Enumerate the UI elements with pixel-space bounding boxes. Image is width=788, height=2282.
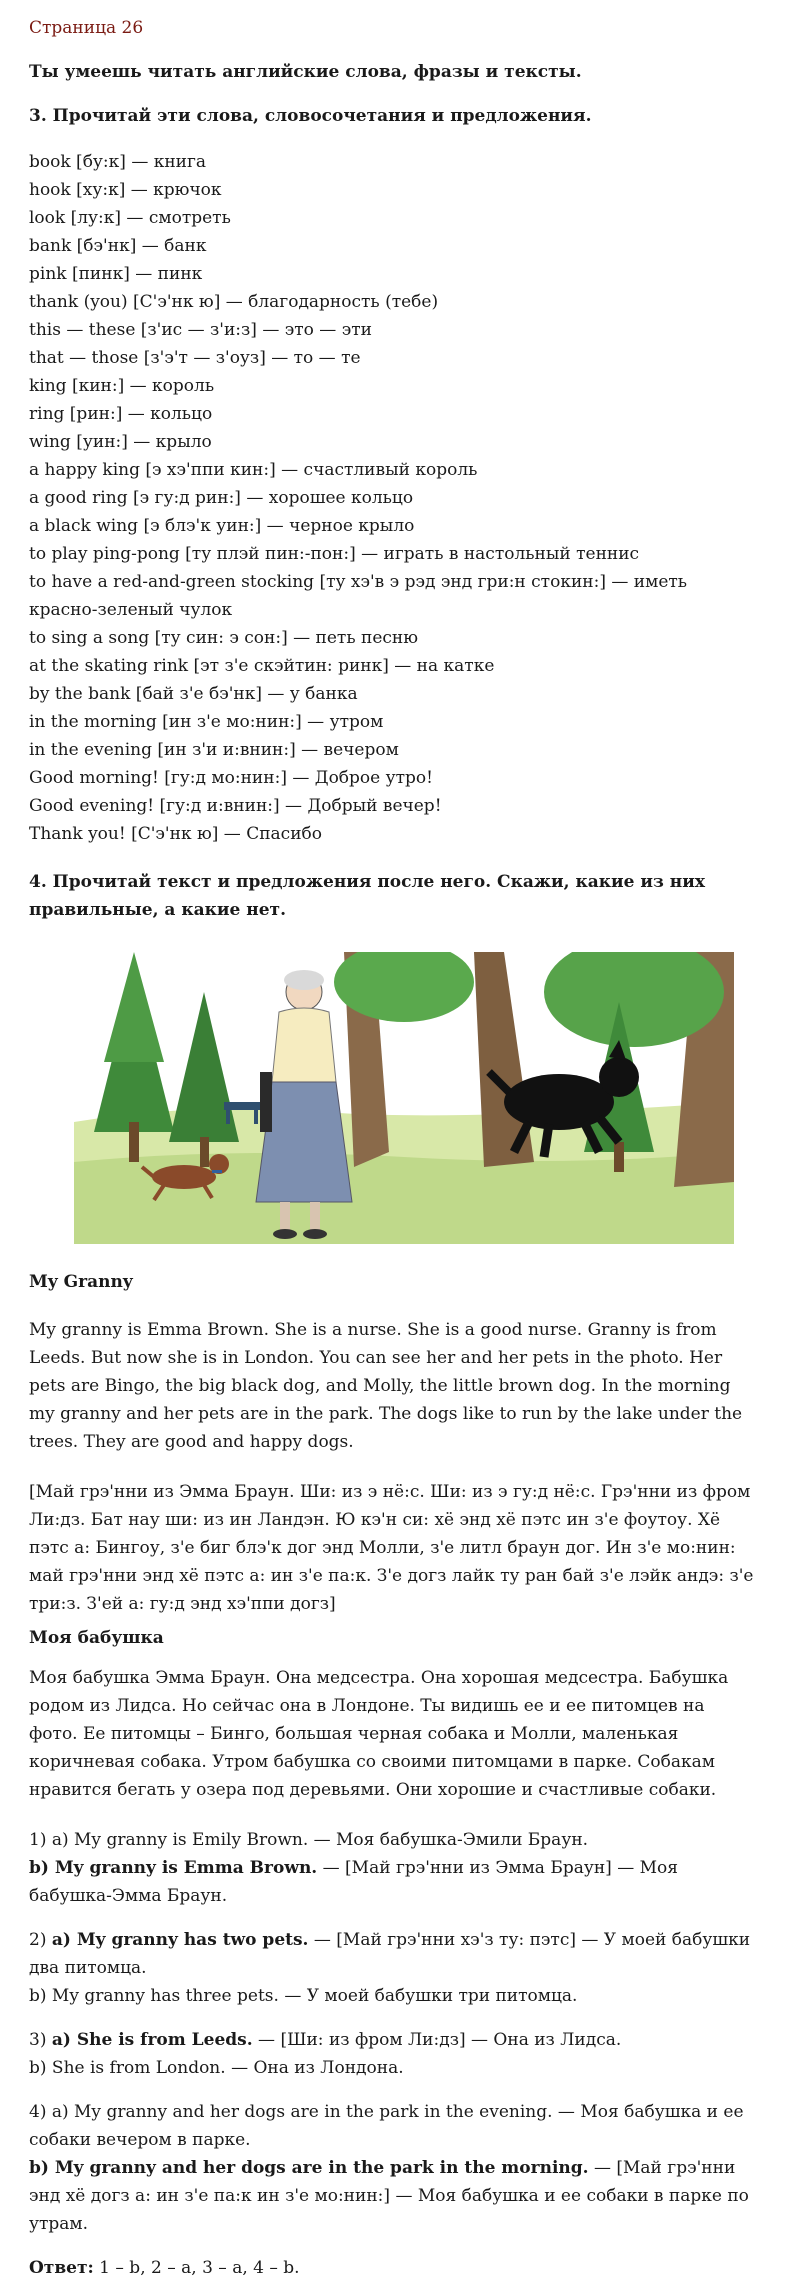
vocab-item: a good ring [э гу:д рин:] — хорошее кольцо [29,488,414,508]
answer-2a [29,1926,758,1982]
vocab-item: at the skating rink [эт з'е скэйтин: ринк] — на катке [29,656,495,676]
answer-4b-rest: — [Май грэ'нни энд хё догз а: ин з'е па:к ин з'е мо:нин:] — Моя бабушка и ее собаки в парке по утрам. [29,2158,749,2234]
final-answer-value: 1 – b, 2 – a, 3 – a, 4 – b. [93,2258,300,2278]
vocab-list [29,148,758,848]
vocab-item: to play ping-pong [ту плэй пин:-пон:] — играть в настольный теннис [29,544,640,564]
answer-4b [29,2154,758,2238]
answer-4a: 4) a) My granny and her dogs are in the park in the evening. — Моя бабушка и ее собаки вечером в парке. [29,2102,744,2150]
vocab-item: by the bank [бай з'е бэ'нк] — у банка [29,684,358,704]
answer-3b: b) She is from London. — Она из Лондона. [29,2058,404,2078]
vocab-item: in the morning [ин з'е мо:нин:] — утром [29,712,384,732]
story-title: My Granny [29,1272,133,1292]
exercise-4-heading: 4. Прочитай текст и предложения после него. Скажи, какие из них правильные, а какие нет. [29,872,705,920]
vocab-item: bank [бэ'нк] — банк [29,236,207,256]
story-english: My granny is Emma Brown. She is a nurse. She is a good nurse. Granny is from Leeds. But now she is in London. You can see her and her pets in the photo. Her pets are Bingo, the big black dog, and Molly, the little brown dog. In the morning my granny and her pets are in the park. The dogs like to run by the lake under the trees. They are good and happy dogs. [29,1320,743,1452]
answer-3a-bold: a) She is from Leeds. [51,2030,253,2050]
final-answer [29,2254,758,2282]
intro-heading: Ты умеешь читать английские слова, фразы и тексты. [29,62,582,82]
answer-1b-bold: b) My granny is Emma Brown. [29,1858,318,1878]
final-answer-label: Ответ: [29,2258,94,2278]
answer-2 [29,1926,758,2010]
vocab-item: in the evening [ин з'и и:внин:] — вечером [29,740,399,760]
answer-2a-rest: — [Май грэ'нни хэ'з ту: пэтс] — У моей бабушки два питомца. [29,1930,751,1978]
vocab-item: to sing a song [ту син: э сон:] — петь песню [29,628,419,648]
vocab-item: wing [уин:] — крыло [29,432,212,452]
answer-1 [29,1826,758,1910]
answer-3a [29,2026,758,2054]
exercise-3-heading: 3. Прочитай эти слова, словосочетания и предложения. [29,106,592,126]
vocab-item: hook [ху:к] — крючок [29,180,222,200]
answer-3a-rest: — [Ши: из фром Ли:дз] — Она из Лидса. [252,2030,622,2050]
vocab-item: pink [пинк] — пинк [29,264,203,284]
vocab-item: thank (you) [С'э'нк ю] — благодарность (тебе) [29,292,439,312]
answer-2b: b) My granny has three pets. — У моей бабушки три питомца. [29,1986,578,2006]
granny-figure [256,970,352,1239]
vocab-item: Good evening! [гу:д и:внин:] — Добрый вечер! [29,796,442,816]
vocab-item: a happy king [э хэ'ппи кин:] — счастливый король [29,460,478,480]
page-title: Страница 26 [29,18,144,38]
park-illustration [74,952,734,1244]
answer-2a-bold: a) My granny has two pets. [51,1930,309,1950]
vocab-item: this — these [з'ис — з'и:з] — это — эти [29,320,372,340]
vocab-item: Thank you! [С'э'нк ю] — Спасибо [29,824,323,844]
vocab-item: to have a red-and-green stocking [ту хэ'в э рэд энд гри:н стокин:] — иметь красно-зеленый чулок [29,572,688,620]
answer-4b-bold: b) My granny and her dogs are in the park in the morning. [29,2158,589,2178]
story-title-ru: Моя бабушка [29,1628,164,1648]
story-transcription: [Май грэ'нни из Эмма Браун. Ши: из э нё:с. Ши: из э гу:д нё:с. Грэ'нни из фром Ли:дз. Бат нау ши: из ин Ландэн. Ю кэ'н си: хё энд хё пэтс ин з'е фоутоу. Хё пэтс а: Бингоу, з'е биг блэ'к дог энд Молли, з'е литл браун дог. Ин з'е мо:нин: май грэ'нни энд хё пэтс а: ин з'е па:к. З'е догз лайк ту ран бай з'е лэйк андэ: з'е три:з. З'ей а: гу:д энд хэ'ппи догз] [29,1482,754,1614]
answer-1b [29,1854,758,1910]
vocab-item: Good morning! [гу:д мо:нин:] — Доброе утро! [29,768,433,788]
answer-1a: 1) a) My granny is Emily Brown. — Моя бабушка-Эмили Браун. [29,1830,589,1850]
vocab-item: look [лу:к] — смотреть [29,208,231,228]
vocab-item: book [бу:к] — книга [29,152,207,172]
answer-2a-prefix: 2) [29,1930,52,1950]
vocab-item: ring [рин:] — кольцо [29,404,213,424]
answer-3a-prefix: 3) [29,2030,52,2050]
story-russian: Моя бабушка Эмма Браун. Она медсестра. Она хорошая медсестра. Бабушка родом из Лидса. Но сейчас она в Лондоне. Ты видишь ее и ее питомцев на фото. Ее питомцы – Бинго, большая черная собака и Молли, маленькая коричневая собака. Утром бабушка со своими питомцами в парке. Собакам нравится бегать у озера под деревьями. Они хорошие и счастливые собаки. [29,1668,729,1800]
answer-4 [29,2098,758,2238]
vocab-item: that — those [з'э'т — з'оуз] — то — те [29,348,361,368]
answer-1b-rest: — [Май грэ'нни из Эмма Браун] — Моя бабушка-Эмма Браун. [29,1858,678,1906]
vocab-item: king [кин:] — король [29,376,215,396]
vocab-item: a black wing [э блэ'к уин:] — черное крыло [29,516,415,536]
answer-3 [29,2026,758,2082]
